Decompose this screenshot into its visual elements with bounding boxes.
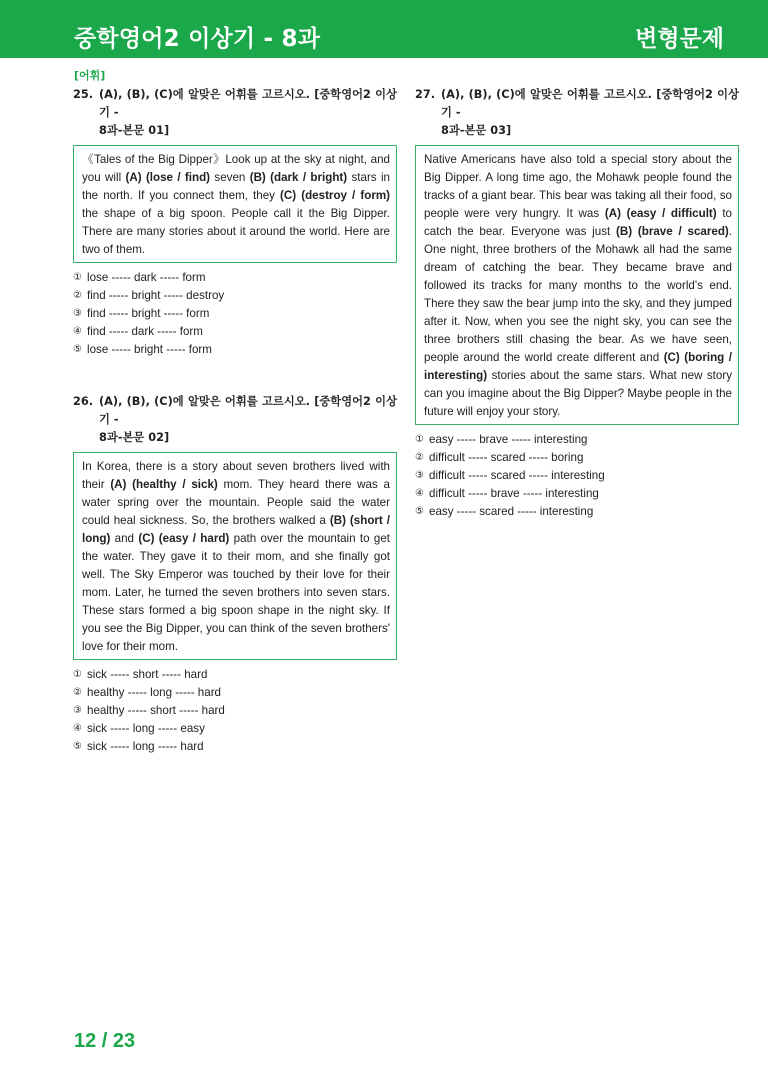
blank-option-group: (A) (lose / find) bbox=[125, 171, 211, 184]
choice-text: sick ----- long ----- hard bbox=[87, 740, 204, 753]
choice-number: ⑤ bbox=[73, 344, 82, 355]
blank-option-group: (B) (brave / scared) bbox=[616, 225, 729, 238]
choice-text: find ----- dark ----- form bbox=[87, 325, 203, 338]
answer-choice bbox=[73, 702, 397, 720]
question-26 bbox=[73, 393, 397, 756]
blank-option-group: (B) (short / long) bbox=[82, 514, 390, 545]
passage-text: seven bbox=[210, 171, 250, 184]
choice-text: find ----- bright ----- destroy bbox=[87, 289, 225, 302]
passage-text: stories about the same stars. What new story can you imagine about the Big Dipper? Maybe people in the future will enjoy your story. bbox=[424, 369, 732, 418]
answer-choice bbox=[73, 305, 397, 323]
blank-option-group: (B) (dark / bright) bbox=[249, 171, 348, 184]
choice-text: difficult ----- scared ----- interesting bbox=[429, 469, 605, 482]
question-text: (A), (B), (C)에 알맞은 어휘를 고르시오. [중학영어2 이상기 - bbox=[441, 88, 739, 119]
passage-text: and bbox=[110, 532, 139, 545]
passage-text: 《Tales of the Big Dipper》Look up at the sky at night, and you will bbox=[82, 153, 390, 184]
choice-text: healthy ----- long ----- hard bbox=[87, 686, 222, 699]
choice-number: ③ bbox=[415, 470, 424, 481]
blank-option-group: (A) (healthy / sick) bbox=[110, 478, 218, 491]
section-tag: [어휘] bbox=[74, 69, 106, 82]
question-25 bbox=[73, 86, 397, 359]
choice-text: healthy ----- short ----- hard bbox=[87, 704, 225, 717]
question-prompt bbox=[415, 86, 739, 122]
question-source: 8과-본문 03] bbox=[441, 124, 512, 137]
answer-choice bbox=[415, 485, 739, 503]
answer-choices bbox=[73, 269, 397, 359]
blank-option-group: (A) (easy / difficult) bbox=[604, 207, 717, 220]
choice-number: ① bbox=[73, 272, 82, 283]
choice-text: easy ----- brave ----- interesting bbox=[429, 433, 588, 446]
header-title: 중학영어2 이상기 - 8과 bbox=[74, 26, 321, 52]
answer-choice bbox=[73, 341, 397, 359]
page-number: 12 / 23 bbox=[74, 1030, 136, 1052]
choice-text: sick ----- long ----- easy bbox=[87, 722, 205, 735]
page-header bbox=[0, 0, 768, 58]
question-prompt bbox=[73, 393, 397, 429]
passage-box bbox=[415, 145, 739, 425]
answer-choice bbox=[73, 323, 397, 341]
choice-text: sick ----- short ----- hard bbox=[87, 668, 208, 681]
passage-text: Native Americans have also told a special story about the Big Dipper. A long time ago, the Mohawk people found the tracks of a giant bear. This bear was taking all their food, so people were very hungry. It was bbox=[424, 153, 732, 220]
choice-number: ① bbox=[73, 669, 82, 680]
choice-number: ④ bbox=[73, 326, 82, 337]
answer-choice bbox=[73, 287, 397, 305]
choice-number: ③ bbox=[73, 705, 82, 716]
choice-text: difficult ----- brave ----- interesting bbox=[429, 487, 599, 500]
passage-text: to catch the bear. Everyone was just bbox=[424, 207, 733, 238]
blank-option-group: (C) (destroy / form) bbox=[280, 189, 390, 202]
question-27 bbox=[415, 86, 739, 521]
choice-text: difficult ----- scared ----- boring bbox=[429, 451, 584, 464]
passage-text: In Korea, there is a story about seven brothers lived with their bbox=[82, 460, 390, 491]
answer-choice bbox=[415, 431, 739, 449]
answer-choice bbox=[415, 503, 739, 521]
choice-number: ③ bbox=[73, 308, 82, 319]
choice-number: ② bbox=[415, 452, 424, 463]
choice-text: find ----- bright ----- form bbox=[87, 307, 210, 320]
question-number: 26. bbox=[73, 395, 94, 408]
answer-choice bbox=[73, 684, 397, 702]
question-text: (A), (B), (C)에 알맞은 어휘를 고르시오. [중학영어2 이상기 - bbox=[99, 88, 397, 119]
question-number: 25. bbox=[73, 88, 94, 101]
header-category: 변형문제 bbox=[635, 26, 724, 52]
question-number: 27. bbox=[415, 88, 436, 101]
left-column bbox=[73, 86, 397, 772]
passage-box bbox=[73, 145, 397, 263]
choice-number: ⑤ bbox=[415, 506, 424, 517]
answer-choice bbox=[415, 449, 739, 467]
choice-number: ② bbox=[73, 687, 82, 698]
answer-choices bbox=[73, 666, 397, 756]
choice-text: easy ----- scared ----- interesting bbox=[429, 505, 594, 518]
question-text: (A), (B), (C)에 알맞은 어휘를 고르시오. [중학영어2 이상기 - bbox=[99, 395, 397, 426]
blank-option-group: (C) (easy / hard) bbox=[138, 532, 230, 545]
choice-text: lose ----- bright ----- form bbox=[87, 343, 212, 356]
question-source: 8과-본문 01] bbox=[99, 124, 170, 137]
answer-choice bbox=[73, 269, 397, 287]
choice-text: lose ----- dark ----- form bbox=[87, 271, 206, 284]
blank-option-group: (C) (boring / interesting) bbox=[424, 351, 732, 382]
passage-text: . One night, three brothers of the Mohawk all had the same dream of catching the bear. They became brave and followed its tracks for many months to the world's end. There they saw the bear jump into the sky, and they jumped after it. Now, when you see the night sky, you can see the three brothers still chasing the bear. As we have seen, people around the world create different and bbox=[424, 225, 732, 364]
answer-choice bbox=[415, 467, 739, 485]
passage-text: the shape of a big spoon. People call it the Big Dipper. There are many stories about it around the world. Here are two of them. bbox=[82, 207, 390, 256]
passage-text: path over the mountain to get the water. They gave it to their mom, and she finally got well. The Sky Emperor was touched by their love for their mom. Later, he turned the seven brothers into seven stars. These stars formed a big spoon shape in the night sky. If you see the Big Dipper, you can think of the seven brothers' love for their mom. bbox=[82, 532, 390, 653]
choice-number: ② bbox=[73, 290, 82, 301]
choice-number: ④ bbox=[415, 488, 424, 499]
answer-choice bbox=[73, 738, 397, 756]
passage-text: mom. They heard there was a water spring over the mountain. People said the water could heal sickness. So, the brothers walked a bbox=[82, 478, 390, 527]
choice-number: ⑤ bbox=[73, 741, 82, 752]
answer-choice bbox=[73, 666, 397, 684]
choice-number: ① bbox=[415, 434, 424, 445]
passage-text: stars in the north. If you connect them, they bbox=[82, 171, 390, 202]
passage-box bbox=[73, 452, 397, 660]
right-column bbox=[415, 86, 739, 537]
question-prompt bbox=[73, 86, 397, 122]
answer-choices bbox=[415, 431, 739, 521]
answer-choice bbox=[73, 720, 397, 738]
question-source: 8과-본문 02] bbox=[99, 431, 170, 444]
choice-number: ④ bbox=[73, 723, 82, 734]
